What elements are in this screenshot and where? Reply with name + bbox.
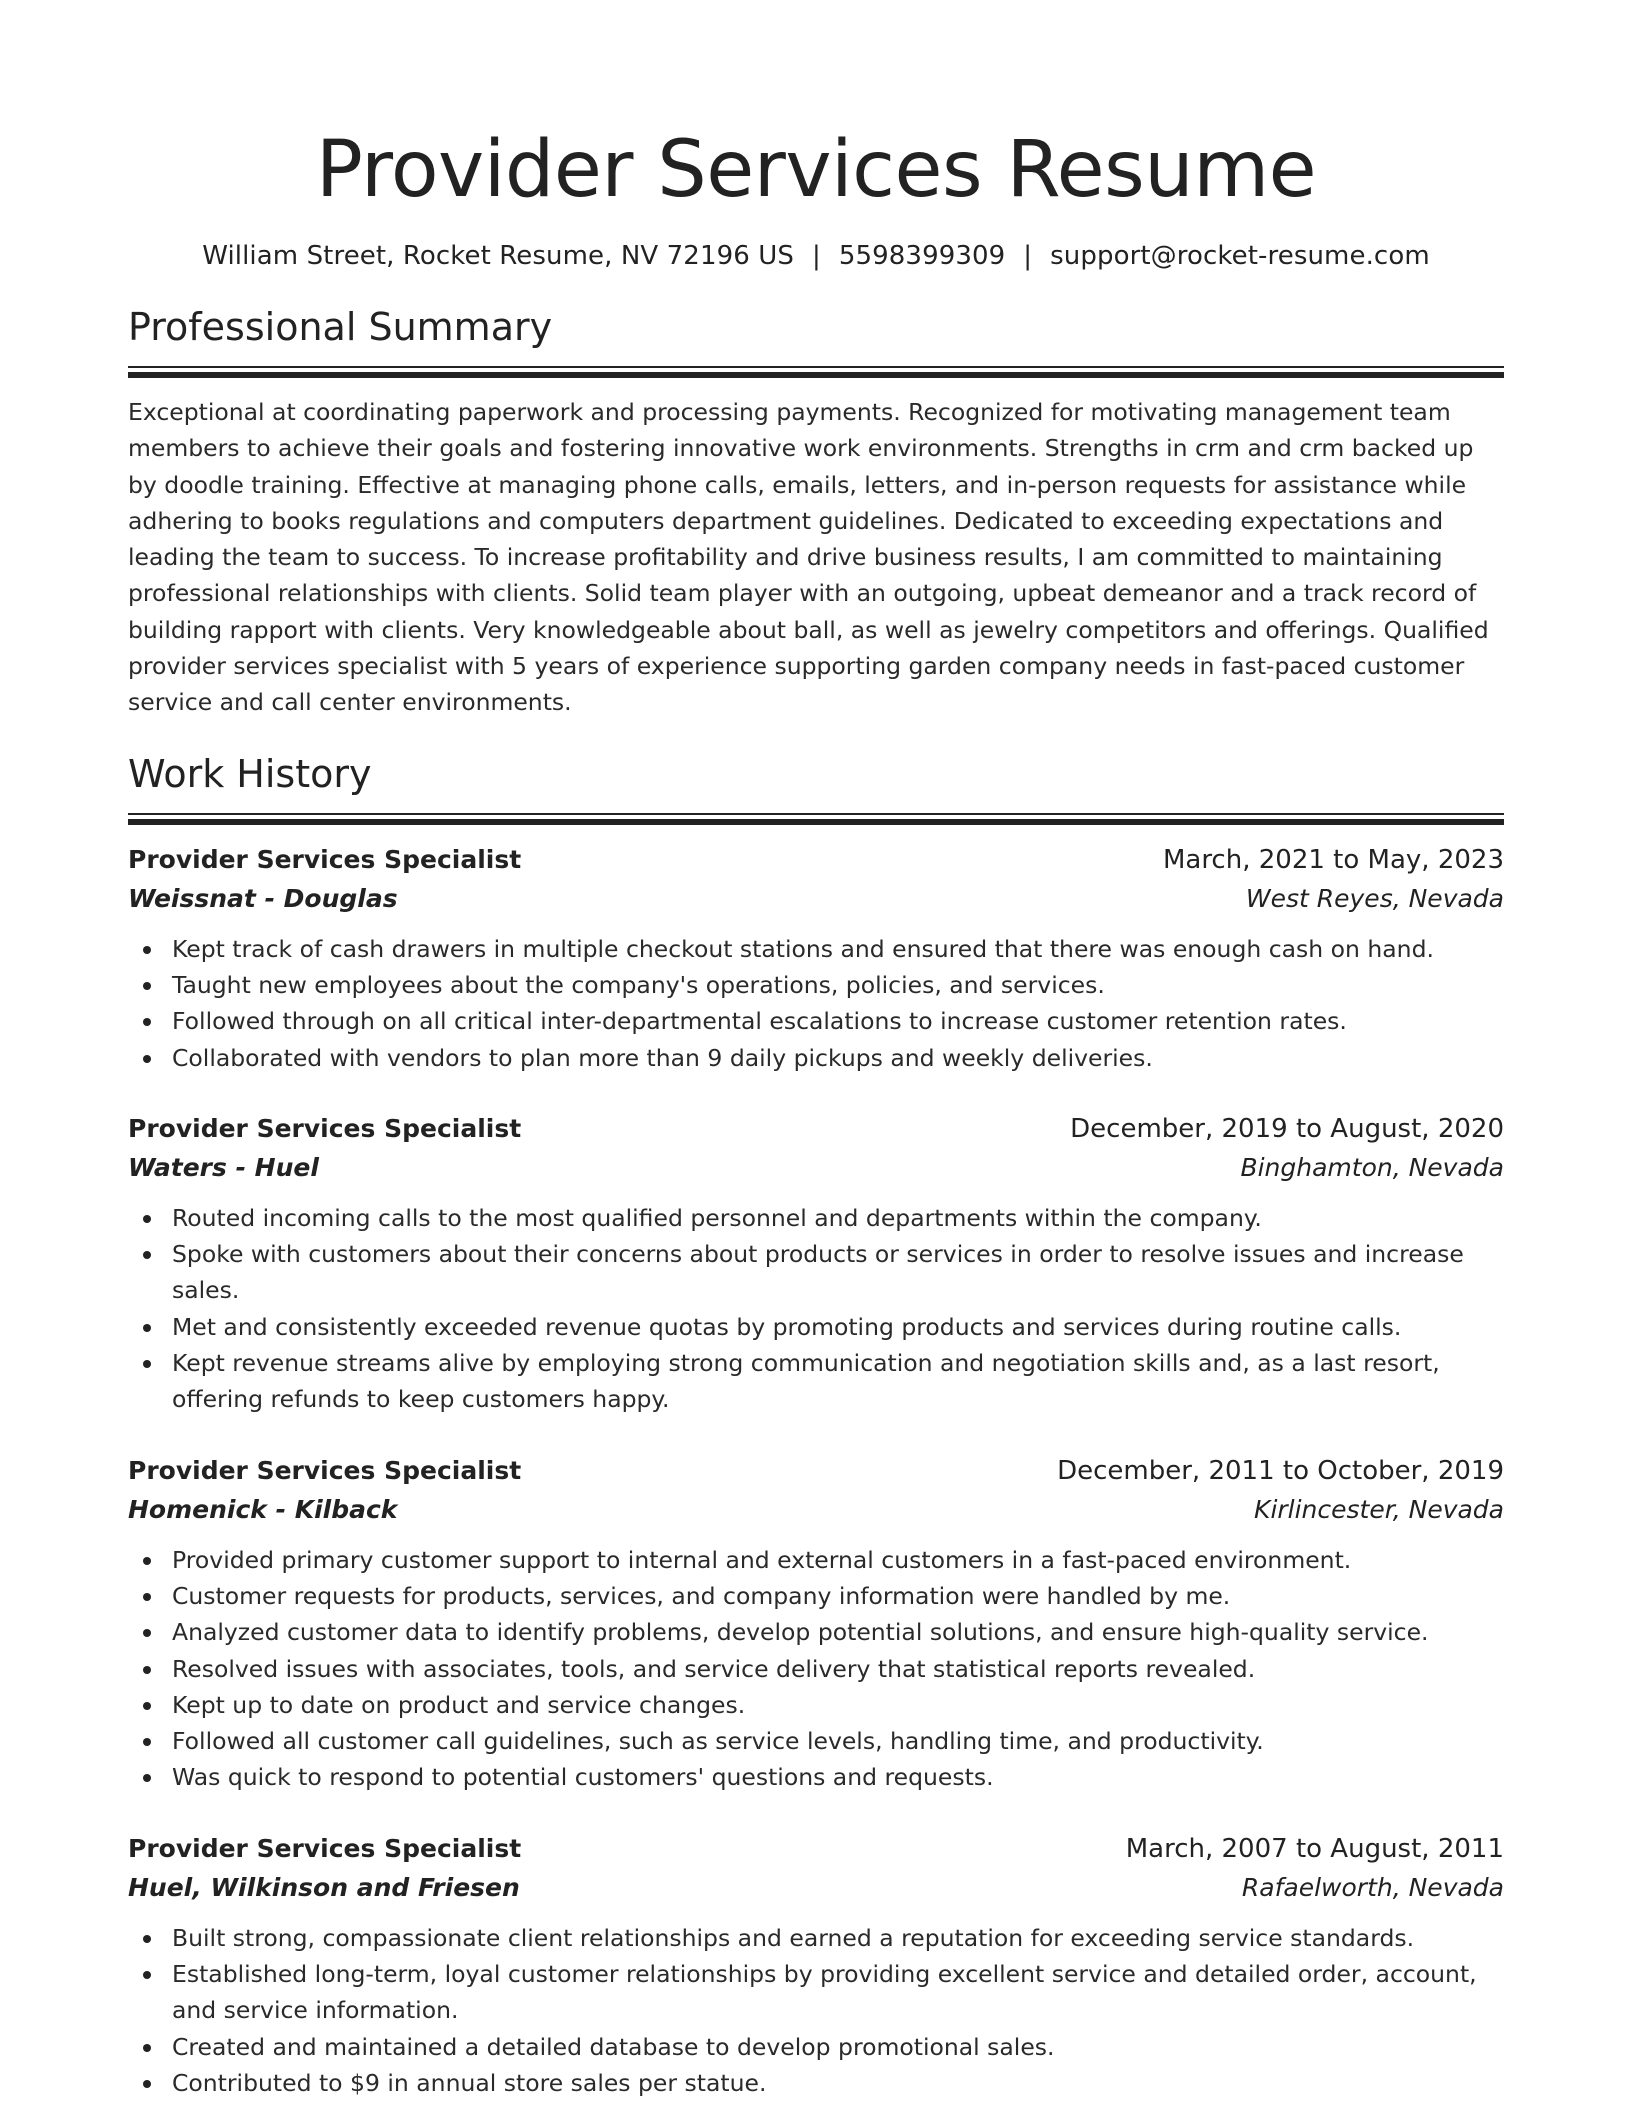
list-item — [128, 1614, 1504, 1650]
bullet-dot-icon — [143, 1971, 151, 1979]
bullet-text: Customer requests for products, services, and company information were handled by me. — [172, 1581, 1231, 1610]
bullet-text: Kept revenue streams alive by employing strong communication and negotiation skills and, as a last resort, offering refunds to keep customers happy. — [172, 1349, 1440, 1414]
job-entry — [128, 1110, 1504, 1418]
bullet-text: Kept up to date on product and service changes. — [172, 1690, 746, 1719]
bullet-dot-icon — [143, 1557, 151, 1565]
bullet-text: Analyzed customer data to identify problems, develop potential solutions, and ensure high-quality service. — [172, 1618, 1429, 1647]
job-header-row — [128, 841, 1504, 879]
job-bullets — [128, 1200, 1504, 1418]
job-company-row — [128, 1148, 1504, 1188]
job-header-row — [128, 1830, 1504, 1868]
contact-line — [128, 238, 1504, 274]
bullet-dot-icon — [143, 1018, 151, 1026]
bullet-text: Built strong, compassionate client relationships and earned a reputation for exceeding service standards. — [172, 1923, 1415, 1952]
bullet-text: Resolved issues with associates, tools, and service delivery that statistical reports revealed. — [172, 1654, 1256, 1683]
job-dates: December, 2011 to October, 2019 — [1057, 1455, 1504, 1486]
job-bullets — [128, 931, 1504, 1076]
list-item — [128, 1236, 1504, 1309]
list-item — [128, 931, 1504, 967]
bullet-dot-icon — [143, 1324, 151, 1332]
list-item — [128, 1003, 1504, 1039]
job-entry — [128, 1830, 1504, 2101]
bullet-dot-icon — [143, 1593, 151, 1601]
professional-summary-heading: Professional Summary — [128, 305, 553, 349]
list-item — [128, 1651, 1504, 1687]
list-item — [128, 1578, 1504, 1614]
contact-address: William Street, Rocket Resume, NV 72196 US — [202, 241, 794, 271]
bullet-text: Followed through on all critical inter-departmental escalations to increase customer retention rates. — [172, 1007, 1347, 1036]
job-location: Rafaelworth, Nevada — [1241, 1872, 1504, 1902]
bullet-text: Spoke with customers about their concerns about products or services in order to resolve issues and increase sales. — [172, 1240, 1464, 1305]
job-location: West Reyes, Nevada — [1245, 883, 1504, 913]
bullet-dot-icon — [143, 982, 151, 990]
list-item — [128, 1040, 1504, 1076]
bullet-text: Provided primary customer support to internal and external customers in a fast-paced environment. — [172, 1545, 1352, 1574]
job-company: Waters - Huel — [128, 1152, 319, 1182]
job-entry — [128, 1452, 1504, 1796]
contact-separator: | — [811, 241, 821, 271]
contact-phone: 5598399309 — [838, 241, 1006, 271]
section-divider — [128, 366, 1504, 378]
bullet-dot-icon — [143, 1774, 151, 1782]
bullet-text: Created and maintained a detailed database to develop promotional sales. — [172, 2032, 1055, 2061]
job-company-row — [128, 879, 1504, 919]
job-company-row — [128, 1490, 1504, 1530]
job-dates: March, 2021 to May, 2023 — [1162, 844, 1504, 875]
bullet-text: Established long-term, loyal customer relationships by providing excellent service and detailed order, account, and service information. — [172, 1960, 1477, 2025]
job-header-row — [128, 1452, 1504, 1490]
list-item — [128, 1542, 1504, 1578]
list-item — [128, 1723, 1504, 1759]
list-item — [128, 1687, 1504, 1723]
contact-email: support@rocket-resume.com — [1050, 241, 1430, 271]
bullet-dot-icon — [143, 1666, 151, 1674]
bullet-text: Kept track of cash drawers in multiple checkout stations and ensured that there was enough cash on hand. — [172, 934, 1434, 963]
job-company: Weissnat - Douglas — [128, 883, 398, 913]
bullet-text: Taught new employees about the company's operations, policies, and services. — [172, 970, 1105, 999]
job-title: Provider Services Specialist — [128, 1455, 522, 1485]
job-company: Homenick - Kilback — [128, 1494, 398, 1524]
job-dates: December, 2019 to August, 2020 — [1070, 1113, 1504, 1144]
job-bullets — [128, 1542, 1504, 1796]
job-company-row — [128, 1868, 1504, 1908]
section-divider — [128, 813, 1504, 825]
job-location: Kirlincester, Nevada — [1254, 1494, 1504, 1524]
job-entry — [128, 841, 1504, 1076]
bullet-dot-icon — [143, 1251, 151, 1259]
bullet-dot-icon — [143, 1629, 151, 1637]
bullet-dot-icon — [143, 1360, 151, 1368]
bullet-dot-icon — [143, 946, 151, 954]
bullet-dot-icon — [143, 1738, 151, 1746]
bullet-text: Routed incoming calls to the most qualified personnel and departments within the company. — [172, 1203, 1262, 1232]
bullet-text: Followed all customer call guidelines, such as service levels, handling time, and productivity. — [172, 1727, 1264, 1756]
bullet-text: Collaborated with vendors to plan more than 9 daily pickups and weekly deliveries. — [172, 1043, 1153, 1072]
bullet-dot-icon — [143, 2080, 151, 2088]
job-dates: March, 2007 to August, 2011 — [1125, 1833, 1504, 1864]
resume-page — [128, 0, 1504, 2101]
bullet-dot-icon — [143, 2044, 151, 2052]
bullet-dot-icon — [143, 1935, 151, 1943]
work-history-heading: Work History — [128, 751, 372, 796]
bullet-dot-icon — [143, 1702, 151, 1710]
contact-separator: | — [1023, 241, 1033, 271]
bullet-text: Contributed to $9 in annual store sales per statue. — [172, 2068, 767, 2097]
work-history-list — [128, 841, 1504, 2102]
job-bullets — [128, 1920, 1504, 2101]
job-title: Provider Services Specialist — [128, 1833, 522, 1863]
list-item — [128, 1920, 1504, 1956]
bullet-dot-icon — [143, 1215, 151, 1223]
bullet-dot-icon — [143, 1055, 151, 1063]
bullet-text: Met and consistently exceeded revenue quotas by promoting products and services during routine calls. — [172, 1312, 1402, 1341]
list-item — [128, 1200, 1504, 1236]
job-header-row — [128, 1110, 1504, 1148]
list-item — [128, 1759, 1504, 1795]
list-item — [128, 1345, 1504, 1418]
list-item — [128, 2029, 1504, 2065]
job-title: Provider Services Specialist — [128, 844, 522, 874]
list-item — [128, 1309, 1504, 1345]
job-title: Provider Services Specialist — [128, 1113, 522, 1143]
list-item — [128, 1956, 1504, 2029]
job-location: Binghamton, Nevada — [1240, 1152, 1504, 1182]
job-company: Huel, Wilkinson and Friesen — [128, 1872, 520, 1902]
bullet-text: Was quick to respond to potential customers' questions and requests. — [172, 1763, 994, 1792]
resume-title: Provider Services Resume — [315, 125, 1317, 215]
list-item — [128, 2065, 1504, 2101]
professional-summary-text: Exceptional at coordinating paperwork and processing payments. Recognized for motivating management team members to achieve their goals and fostering innovative work environments. Strengths in crm and crm backed up by doodle training. Effective at managing phone calls, emails, letters, and in-person requests for assistance while adhering to books regulations and computers department guidelines. Dedicated to exceeding expectations and leading the team to success. To increase profitability and drive business results, I am committed to maintaining professional relationships with clients. Solid team player with an outgoing, upbeat demeanor and a track record of building rapport with clients. Very knowledgeable about ball, as well as jewelry competitors and offerings. Qualified provider services specialist with 5 years of experience supporting garden company needs in fast-paced customer service and call center environments. — [128, 398, 1489, 717]
list-item — [128, 967, 1504, 1003]
